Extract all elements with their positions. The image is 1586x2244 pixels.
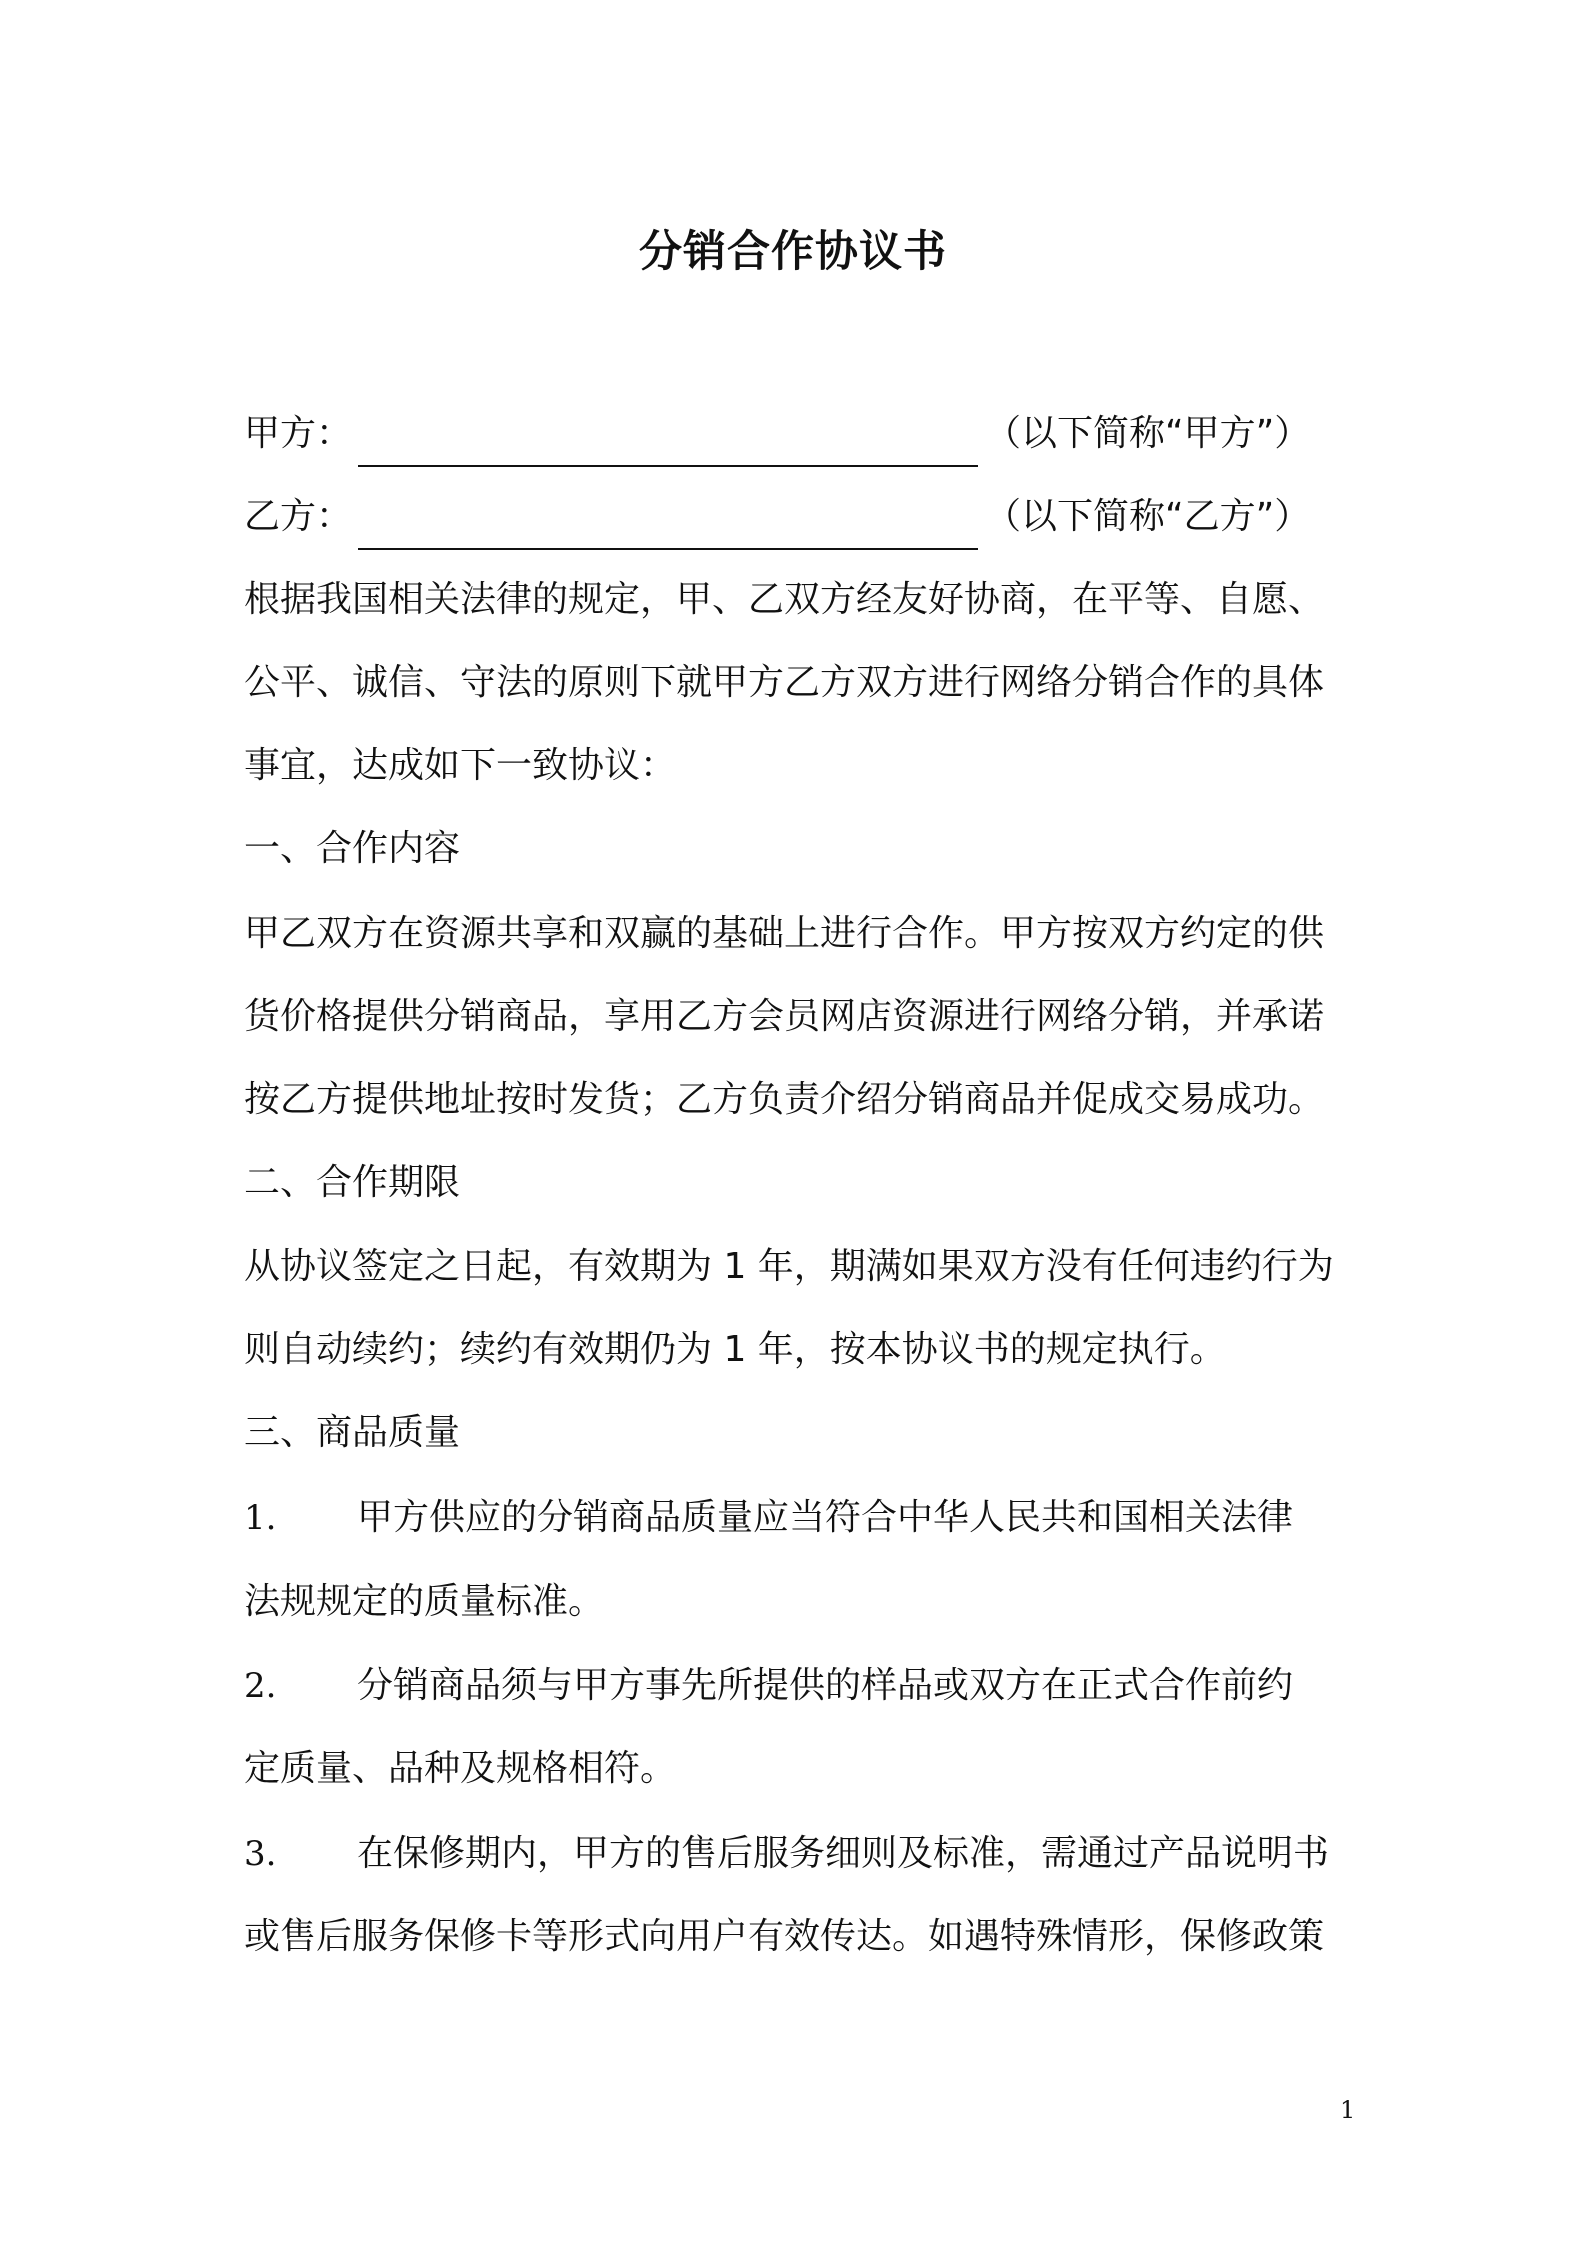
section-line: 则自动续约；续约有效期仍为 1 年，按本协议书的规定执行。 (244, 1329, 1226, 1370)
list-item-text: 定质量、品种及规格相符。 (244, 1748, 677, 1789)
section-line: 货价格提供分销商品，享用乙方会员网店资源进行网络分销，并承诺 (244, 996, 1325, 1037)
document-title: 分销合作协议书 (639, 227, 947, 277)
section-heading: 二、合作期限 (244, 1162, 461, 1203)
section-heading: 三、商品质量 (244, 1412, 461, 1453)
list-item-text: 在保修期内，甲方的售后服务细则及标准，需通过产品说明书 (357, 1833, 1330, 1874)
party-b-label: 乙方： (244, 496, 353, 537)
list-item-text: 甲方供应的分销商品质量应当符合中华人民共和国相关法律 (357, 1497, 1294, 1538)
intro-line: 事宜，达成如下一致协议： (244, 745, 677, 786)
party-b-note: （以下简称“乙方”） (985, 496, 1311, 537)
party-b-blank-line[interactable] (358, 548, 978, 550)
section-line: 甲乙双方在资源共享和双赢的基础上进行合作。甲方按双方约定的供 (244, 913, 1325, 954)
list-item-number: 3. (244, 1834, 277, 1874)
party-a-label: 甲方： (244, 413, 353, 454)
party-a-blank-line[interactable] (358, 465, 978, 467)
party-a-note: （以下简称“甲方”） (985, 413, 1311, 454)
intro-line: 根据我国相关法律的规定，甲、乙双方经友好协商，在平等、自愿、 (244, 579, 1325, 620)
list-item-text: 法规规定的质量标准。 (244, 1581, 605, 1622)
list-item-number: 1. (244, 1498, 277, 1538)
section-line: 从协议签定之日起，有效期为 1 年，期满如果双方没有任何违约行为 (244, 1246, 1334, 1287)
section-heading: 一、合作内容 (244, 828, 461, 869)
section-line: 按乙方提供地址按时发货；乙方负责介绍分销商品并促成交易成功。 (244, 1079, 1325, 1120)
list-item-number: 2. (244, 1666, 277, 1706)
page-number: 1 (1340, 2096, 1356, 2124)
list-item-text: 或售后服务保修卡等形式向用户有效传达。如遇特殊情形，保修政策 (244, 1916, 1325, 1957)
list-item-text: 分销商品须与甲方事先所提供的样品或双方在正式合作前约 (357, 1665, 1294, 1706)
intro-line: 公平、诚信、守法的原则下就甲方乙方双方进行网络分销合作的具体 (244, 662, 1325, 703)
